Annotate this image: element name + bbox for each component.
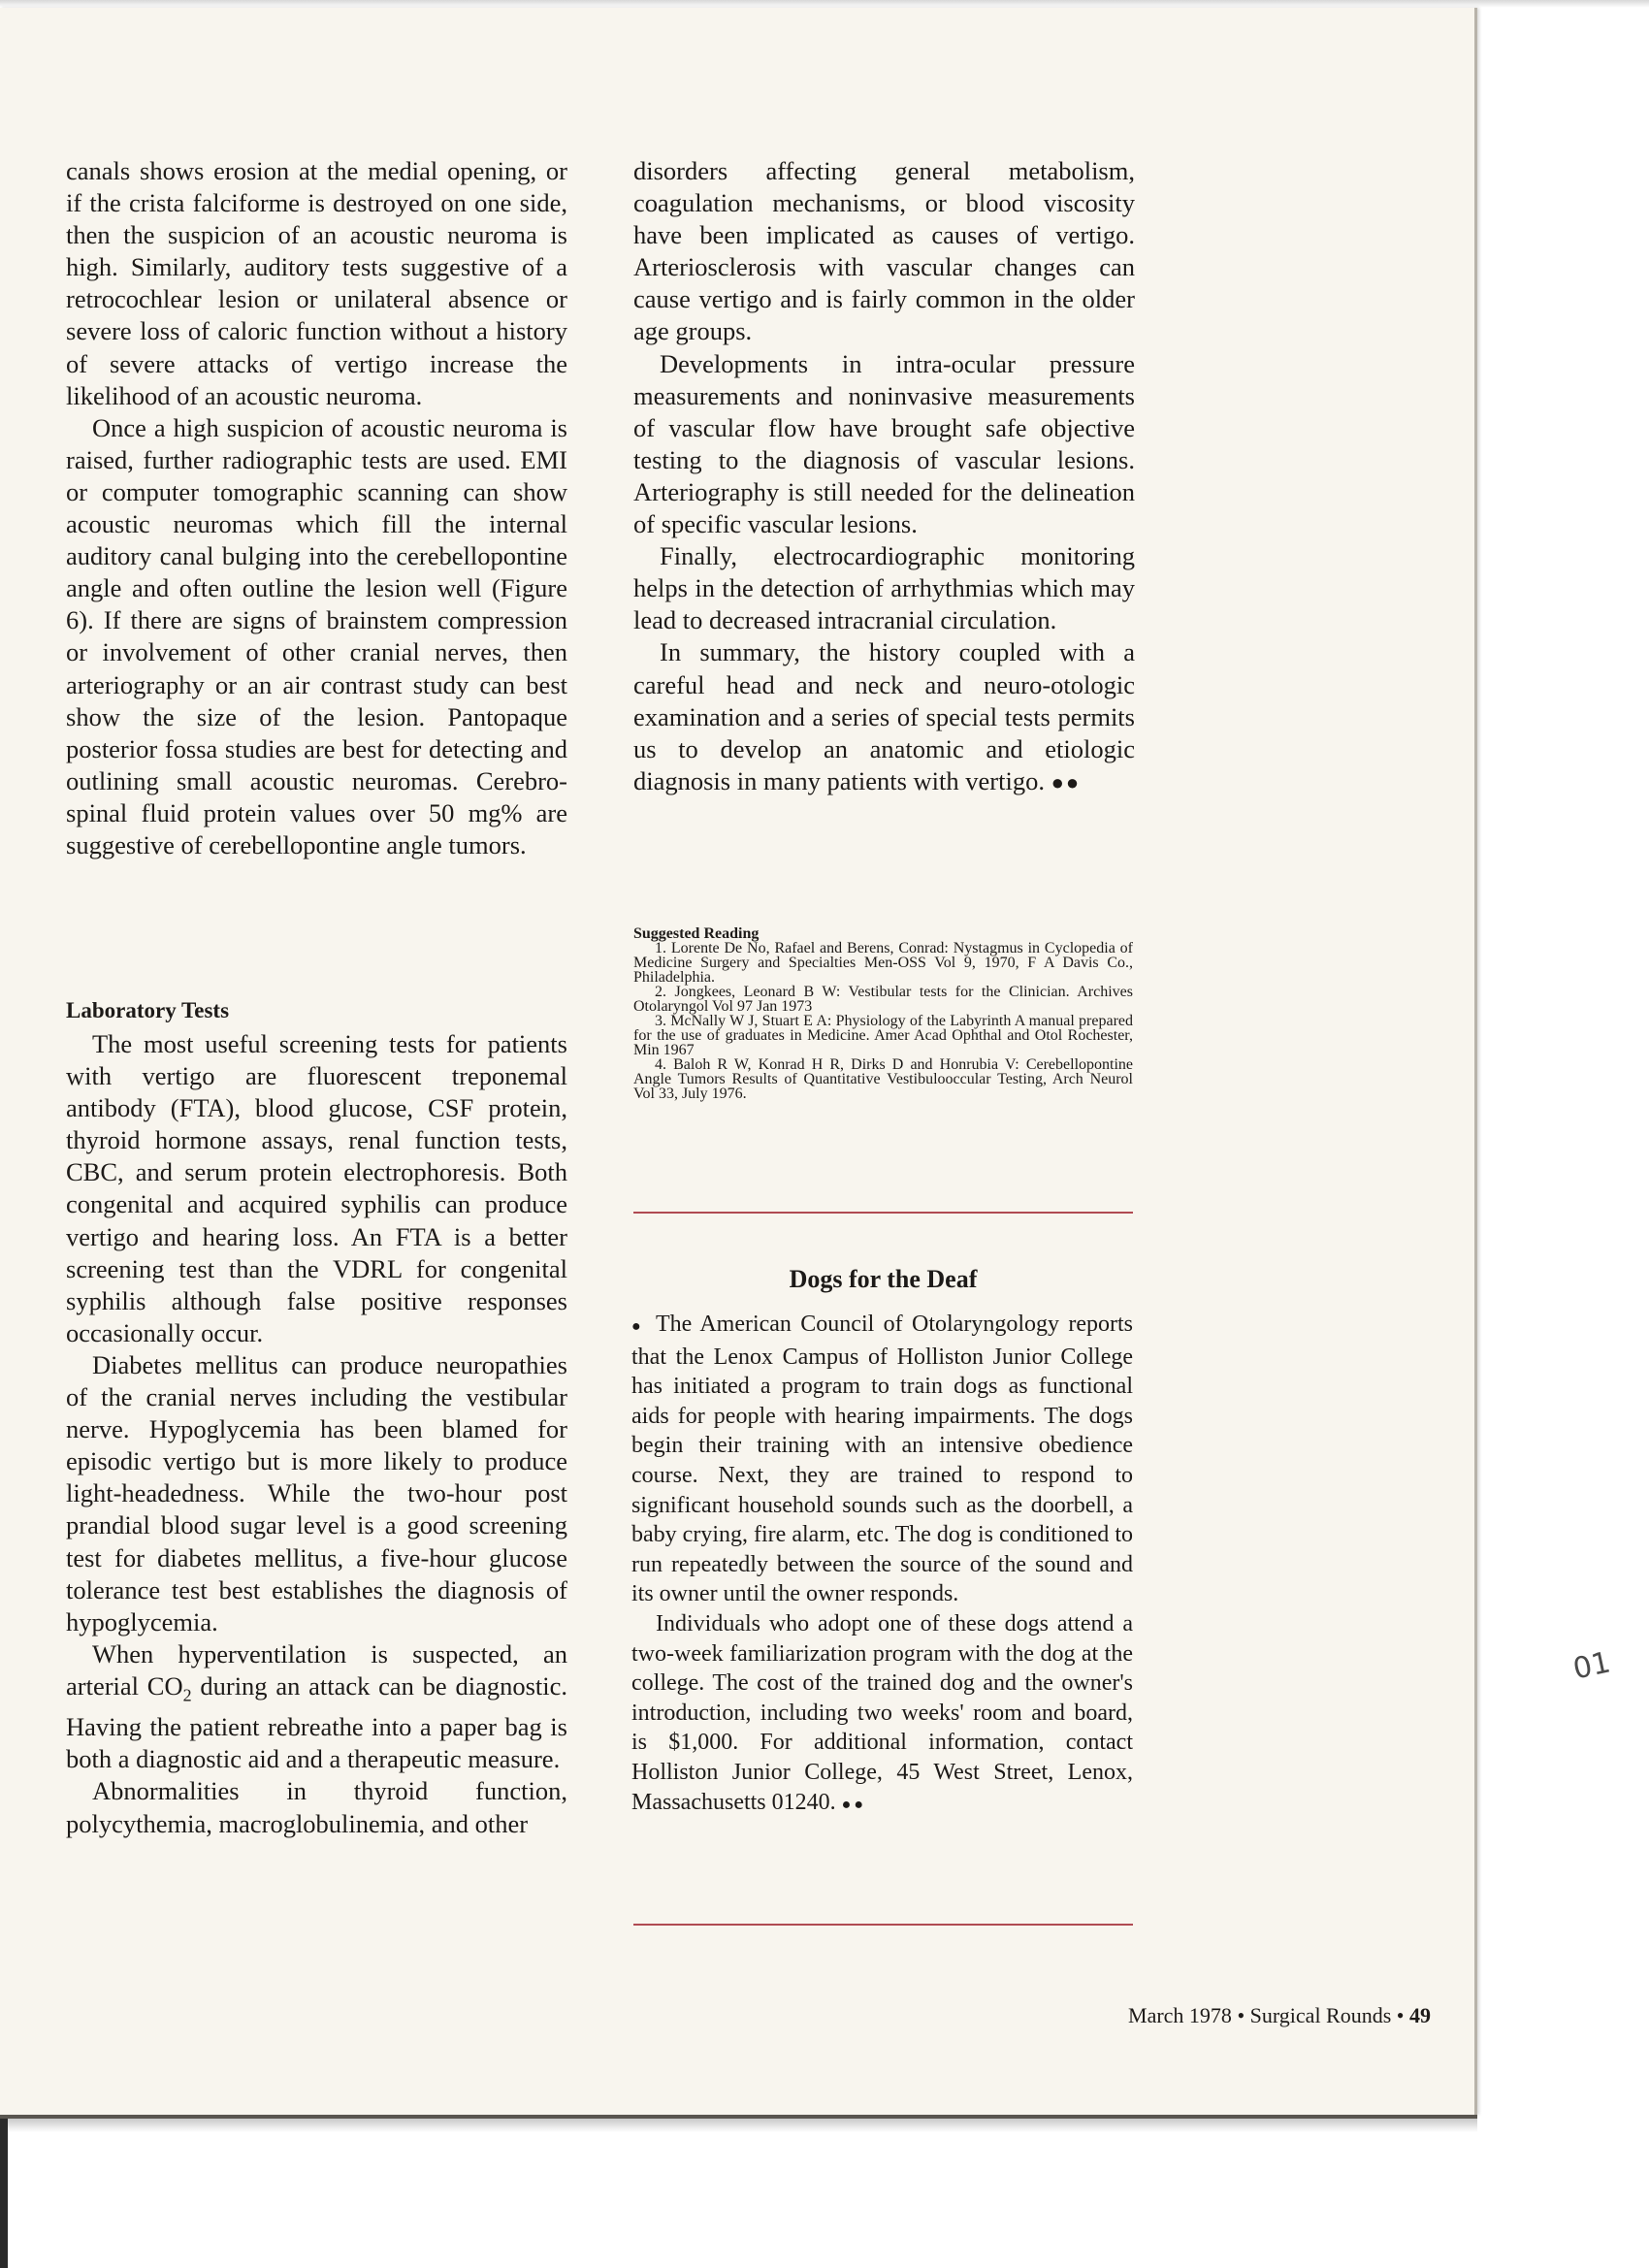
scan-shadow <box>8 2119 1477 2132</box>
divider-rule <box>633 1924 1133 1926</box>
journal-name: Surgical Rounds <box>1249 2003 1392 2027</box>
paragraph: The most useful screening tests for patients with vertigo are fluorescent treponemal antibody (FTA), blood glucose, CSF protein, thyroid hormone assays, renal function tests, CBC, and serum protein electrophoresis. Both congenital and acquired syphilis can produce vertigo and hearing loss. An FTA is a better screening test than the VDRL for congenital syphilis although false positive responses occasionally occur. <box>66 1029 567 1347</box>
page-footer <box>1077 2002 1431 2029</box>
text-run: When hyperventilation is suspected, an arterial CO <box>66 1638 567 1701</box>
text-run: In summary, the history coupled with a careful head and neck and neuro-otologic examination and a series of special tests permits us to develop an anatomic and etiologic diagnosis in many patients with vertigo. <box>633 637 1135 795</box>
article-body <box>631 1310 1133 1820</box>
paragraph: Developments in intra-ocular pressure measurements and noninvasive measurements of vascular flow have brought safe objective testing to the diagnosis of vascular lesions. Arteriography is still needed for the delineation of specific vascular lesions. <box>633 348 1135 539</box>
text-run: Individuals who adopt one of these dogs attend a two-week familiarization program with the dog at the college. The cost of the trained dog and the owner's introduction, including two weeks' room and board, is $1,000. For additional information, contact Holliston Junior College, 45 West Street, Lenox, Massachusetts 01240. <box>631 1610 1133 1815</box>
paragraph: Abnormalities in thyroid function, polycythemia, macroglobulinemia, and other <box>66 1776 567 1838</box>
reference-item: 4. Baloh R W, Konrad H R, Dirks D and Honrubia V: Cerebellopontine Angle Tumors Results of Quantitative Vestibulooccular Testing, Arch Neurol Vol 33, July 1976. <box>633 1056 1133 1102</box>
paragraph: canals shows erosion at the medial opening, or if the crista falciforme is destroyed on one side, then the suspicion of an acoustic neuroma is high. Similarly, auditory tests suggestive of a retrocochlear lesion or unilateral absence or severe loss of caloric function without a history of severe attacks of vertigo increase the likelihood of an acoustic neuroma. <box>66 156 567 410</box>
text-run: during an attack can be diagnostic. Having the patient rebreathe into a paper bag is both a diagnostic aid and a therapeutic measure. <box>66 1670 567 1774</box>
laboratory-tests-body <box>66 1028 567 1840</box>
end-mark: ●● <box>841 1796 866 1813</box>
article-title: Dogs for the Deaf <box>789 1265 978 1293</box>
divider-rule <box>633 1212 1133 1214</box>
right-column <box>633 155 1135 798</box>
page-number: 49 <box>1409 2003 1431 2027</box>
reference-item: 3. McNally W J, Stuart E A: Physiology of the Labyrinth A manual prepared for the use of graduates in Medicine. Amer Acad Ophthal and Otol Rochester, Min 1967 <box>633 1013 1133 1058</box>
paragraph <box>631 1609 1133 1820</box>
binding-spine <box>0 2119 8 2268</box>
paragraph <box>633 636 1135 797</box>
footer-separator: • <box>1237 2003 1245 2027</box>
lead-bullet: ● <box>631 1318 648 1335</box>
issue-date: March 1978 <box>1128 2003 1232 2027</box>
paragraph: Finally, electrocardiographic monitoring helps in the detection of arrhythmias which may lead to decreased intracranial circulation. <box>633 541 1135 635</box>
paragraph <box>631 1310 1133 1609</box>
scan-top-edge <box>0 0 1649 8</box>
handwritten-margin-note: 01 <box>1569 1645 1614 1687</box>
section-heading-laboratory-tests: Laboratory Tests <box>66 998 230 1022</box>
reference-item: 2. Jongkees, Leonard B W: Vestibular tests for the Clinician. Archives Otolaryngol Vol 97 Jan 1973 <box>633 984 1133 1015</box>
end-mark: ●● <box>1051 769 1082 794</box>
text-run: The American Council of Otolaryngology reports that the Lenox Campus of Holliston Junior College has initiated a program to train dogs as functional aids for people with hearing impairments. The dogs begin their training with an intensive obedience course. Next, they are trained to respond to significant household sounds such as the doorbell, a baby crying, fire alarm, etc. The dog is conditioned to run repeatedly between the source of the sound and its owner until the owner responds. <box>631 1312 1133 1607</box>
footer-separator: • <box>1396 2003 1405 2027</box>
suggested-reading <box>633 926 1133 1101</box>
left-column <box>66 155 567 861</box>
paragraph <box>66 1638 567 1776</box>
paragraph: Diabetes mellitus can produce neuropathies of the cranial nerves including the vestibular nerve. Hypoglycemia has been blamed for episodic vertigo but is more likely to produce light-headedness. While the two-hour post prandial blood sugar level is a good screening test for diabetes mellitus, a five-hour glucose tolerance test best establishes the diagnosis of hypoglycemia. <box>66 1349 567 1636</box>
suggested-reading-heading: Suggested Reading <box>633 925 760 942</box>
paragraph: Once a high suspicion of acoustic neuroma is raised, further radiographic tests are used. EMI or computer tomographic scanning can show acoustic neuromas which fill the internal auditory canal bulging into the cerebellopontine angle and often outline the lesion well (Figure 6). If there are signs of brainstem compression or involvement of other cranial nerves, then arteriography or an air contrast study can best show the size of the lesion. Pantopaque posterior fossa studies are best for detecting and outlining small acoustic neuromas. Cerebro-spinal fluid protein values over 50 mg% are suggestive of cerebellopontine angle tumors. <box>66 412 567 859</box>
reference-item: 1. Lorente De No, Rafael and Berens, Conrad: Nystagmus in Cyclopedia of Medicine Surgery and Specialties Men-OSS Vol 9, 1970, F A Davis Co., Philadelphia. <box>633 940 1133 986</box>
subscript: 2 <box>182 1685 192 1705</box>
paragraph: disorders affecting general metabolism, coagulation mechanisms, or blood viscosity have been implicated as causes of vertigo. Arteriosclerosis with vascular changes can cause vertigo and is fairly common in the older age groups. <box>633 156 1135 346</box>
